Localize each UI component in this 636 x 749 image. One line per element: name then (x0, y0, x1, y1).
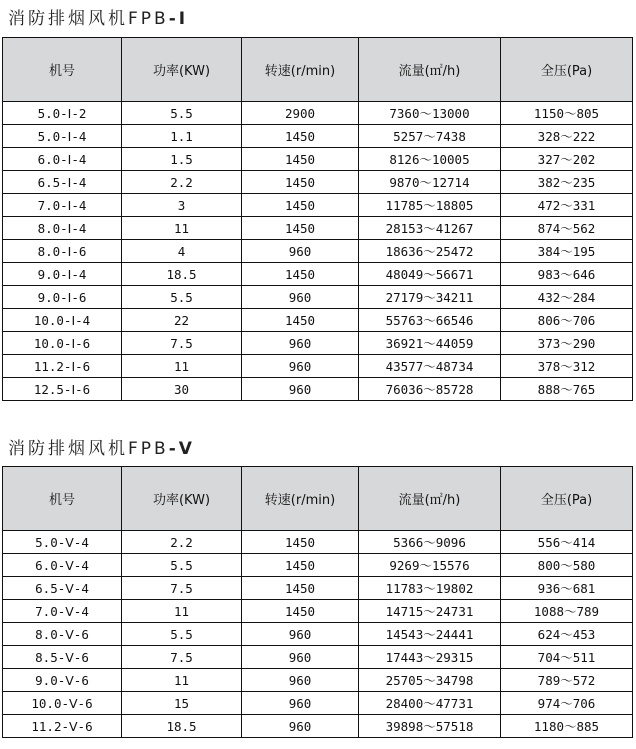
cell-flow: 28400～47731 (359, 692, 501, 715)
cell-power: 18.5 (122, 715, 242, 738)
cell-power: 1.1 (122, 125, 242, 148)
cell-speed: 960 (242, 692, 359, 715)
cell-model: 6.5-Ⅴ-4 (3, 577, 122, 600)
section2-title-suffix: -Ⅴ (168, 439, 195, 459)
table-header-row (3, 467, 633, 531)
cell-flow: 9870～12714 (359, 171, 501, 194)
table-row (3, 600, 633, 623)
table-row (3, 715, 633, 738)
cell-pressure: 373～290 (501, 332, 633, 355)
cell-pressure: 888～765 (501, 378, 633, 401)
cell-power: 4 (122, 240, 242, 263)
table-row (3, 217, 633, 240)
cell-power: 3 (122, 194, 242, 217)
section1-title-prefix: 消防排烟风机FPB (8, 9, 169, 29)
cell-speed: 960 (242, 715, 359, 738)
cell-power: 11 (122, 217, 242, 240)
cell-model: 10.0-Ⅰ-4 (3, 309, 122, 332)
cell-pressure: 1088～789 (501, 600, 633, 623)
cell-pressure: 328～222 (501, 125, 633, 148)
table-header-row (3, 38, 633, 102)
cell-power: 11 (122, 355, 242, 378)
cell-power: 18.5 (122, 263, 242, 286)
cell-power: 5.5 (122, 286, 242, 309)
cell-pressure: 874～562 (501, 217, 633, 240)
header-speed: 转速(r/min) (242, 38, 359, 102)
cell-speed: 1450 (242, 309, 359, 332)
cell-model: 9.0-Ⅴ-6 (3, 669, 122, 692)
cell-speed: 960 (242, 646, 359, 669)
table-row (3, 531, 633, 554)
cell-pressure: 974～706 (501, 692, 633, 715)
section1-title (8, 4, 188, 29)
cell-pressure: 983～646 (501, 263, 633, 286)
cell-speed: 1450 (242, 148, 359, 171)
cell-flow: 8126～10005 (359, 148, 501, 171)
cell-pressure: 704～511 (501, 646, 633, 669)
cell-flow: 7360～13000 (359, 102, 501, 125)
cell-flow: 11785～18805 (359, 194, 501, 217)
table-row (3, 148, 633, 171)
header-power: 功率(KW) (122, 38, 242, 102)
header-model: 机号 (3, 38, 122, 102)
cell-flow: 55763～66546 (359, 309, 501, 332)
cell-flow: 48049～56671 (359, 263, 501, 286)
cell-power: 7.5 (122, 577, 242, 600)
cell-pressure: 624～453 (501, 623, 633, 646)
table-row (3, 263, 633, 286)
table-row (3, 646, 633, 669)
cell-speed: 1450 (242, 531, 359, 554)
table-row (3, 194, 633, 217)
cell-power: 2.2 (122, 171, 242, 194)
table-row (3, 125, 633, 148)
cell-pressure: 556～414 (501, 531, 633, 554)
cell-flow: 36921～44059 (359, 332, 501, 355)
cell-flow: 5257～7438 (359, 125, 501, 148)
cell-speed: 960 (242, 378, 359, 401)
cell-model: 12.5-Ⅰ-6 (3, 378, 122, 401)
cell-speed: 960 (242, 669, 359, 692)
cell-pressure: 789～572 (501, 669, 633, 692)
table-row (3, 171, 633, 194)
fpb-5-spec-table (2, 466, 633, 738)
section1-title-suffix: -Ⅰ (168, 9, 189, 29)
cell-flow: 9269～15576 (359, 554, 501, 577)
cell-model: 5.0-Ⅰ-2 (3, 102, 122, 125)
cell-speed: 1450 (242, 577, 359, 600)
cell-power: 5.5 (122, 102, 242, 125)
cell-power: 1.5 (122, 148, 242, 171)
cell-power: 5.5 (122, 554, 242, 577)
cell-speed: 960 (242, 240, 359, 263)
cell-pressure: 327～202 (501, 148, 633, 171)
cell-power: 30 (122, 378, 242, 401)
cell-flow: 27179～34211 (359, 286, 501, 309)
cell-model: 7.0-Ⅴ-4 (3, 600, 122, 623)
section2-title (8, 434, 195, 459)
header-power: 功率(KW) (122, 467, 242, 531)
cell-power: 7.5 (122, 646, 242, 669)
cell-model: 11.2-Ⅰ-6 (3, 355, 122, 378)
cell-model: 7.0-Ⅰ-4 (3, 194, 122, 217)
table-row (3, 692, 633, 715)
cell-model: 10.0-Ⅴ-6 (3, 692, 122, 715)
header-flow: 流量(㎡/h) (359, 38, 501, 102)
cell-flow: 11783～19802 (359, 577, 501, 600)
cell-model: 6.0-Ⅰ-4 (3, 148, 122, 171)
cell-flow: 43577～48734 (359, 355, 501, 378)
cell-model: 8.0-Ⅰ-6 (3, 240, 122, 263)
cell-speed: 960 (242, 332, 359, 355)
cell-pressure: 432～284 (501, 286, 633, 309)
cell-model: 8.0-Ⅰ-4 (3, 217, 122, 240)
cell-pressure: 472～331 (501, 194, 633, 217)
cell-power: 5.5 (122, 623, 242, 646)
table-row (3, 332, 633, 355)
table-row (3, 240, 633, 263)
cell-model: 6.5-Ⅰ-4 (3, 171, 122, 194)
table-body (3, 531, 633, 738)
cell-pressure: 382～235 (501, 171, 633, 194)
table-row (3, 286, 633, 309)
cell-model: 5.0-Ⅰ-4 (3, 125, 122, 148)
cell-pressure: 936～681 (501, 577, 633, 600)
cell-speed: 960 (242, 286, 359, 309)
table-row (3, 355, 633, 378)
cell-pressure: 806～706 (501, 309, 633, 332)
cell-flow: 76036～85728 (359, 378, 501, 401)
table-row (3, 378, 633, 401)
header-speed: 转速(r/min) (242, 467, 359, 531)
cell-speed: 2900 (242, 102, 359, 125)
cell-power: 11 (122, 600, 242, 623)
section2-title-prefix: 消防排烟风机FPB (8, 439, 169, 459)
cell-power: 2.2 (122, 531, 242, 554)
cell-flow: 28153～41267 (359, 217, 501, 240)
cell-model: 10.0-Ⅰ-6 (3, 332, 122, 355)
cell-speed: 1450 (242, 171, 359, 194)
cell-flow: 17443～29315 (359, 646, 501, 669)
cell-flow: 39898～57518 (359, 715, 501, 738)
cell-flow: 18636～25472 (359, 240, 501, 263)
cell-power: 22 (122, 309, 242, 332)
cell-model: 8.5-Ⅴ-6 (3, 646, 122, 669)
cell-speed: 1450 (242, 263, 359, 286)
cell-speed: 1450 (242, 600, 359, 623)
cell-model: 8.0-Ⅴ-6 (3, 623, 122, 646)
table-row (3, 623, 633, 646)
cell-flow: 25705～34798 (359, 669, 501, 692)
cell-model: 6.0-Ⅴ-4 (3, 554, 122, 577)
cell-power: 11 (122, 669, 242, 692)
header-pressure: 全压(Pa) (501, 38, 633, 102)
cell-speed: 1450 (242, 125, 359, 148)
cell-flow: 14715～24731 (359, 600, 501, 623)
cell-speed: 1450 (242, 217, 359, 240)
cell-speed: 1450 (242, 554, 359, 577)
header-model: 机号 (3, 467, 122, 531)
cell-power: 15 (122, 692, 242, 715)
cell-pressure: 384～195 (501, 240, 633, 263)
header-pressure: 全压(Pa) (501, 467, 633, 531)
table-body (3, 102, 633, 401)
cell-pressure: 1150～805 (501, 102, 633, 125)
cell-speed: 1450 (242, 194, 359, 217)
cell-speed: 960 (242, 355, 359, 378)
cell-model: 9.0-Ⅰ-6 (3, 286, 122, 309)
cell-pressure: 378～312 (501, 355, 633, 378)
cell-model: 9.0-Ⅰ-4 (3, 263, 122, 286)
cell-speed: 960 (242, 623, 359, 646)
table-row (3, 577, 633, 600)
table-row (3, 309, 633, 332)
cell-power: 7.5 (122, 332, 242, 355)
cell-flow: 5366～9096 (359, 531, 501, 554)
cell-model: 11.2-Ⅴ-6 (3, 715, 122, 738)
fpb-1-spec-table (2, 37, 633, 401)
table-row (3, 554, 633, 577)
cell-flow: 14543～24441 (359, 623, 501, 646)
table-row (3, 669, 633, 692)
cell-pressure: 800～580 (501, 554, 633, 577)
header-flow: 流量(㎡/h) (359, 467, 501, 531)
cell-model: 5.0-Ⅴ-4 (3, 531, 122, 554)
cell-pressure: 1180～885 (501, 715, 633, 738)
table-row (3, 102, 633, 125)
